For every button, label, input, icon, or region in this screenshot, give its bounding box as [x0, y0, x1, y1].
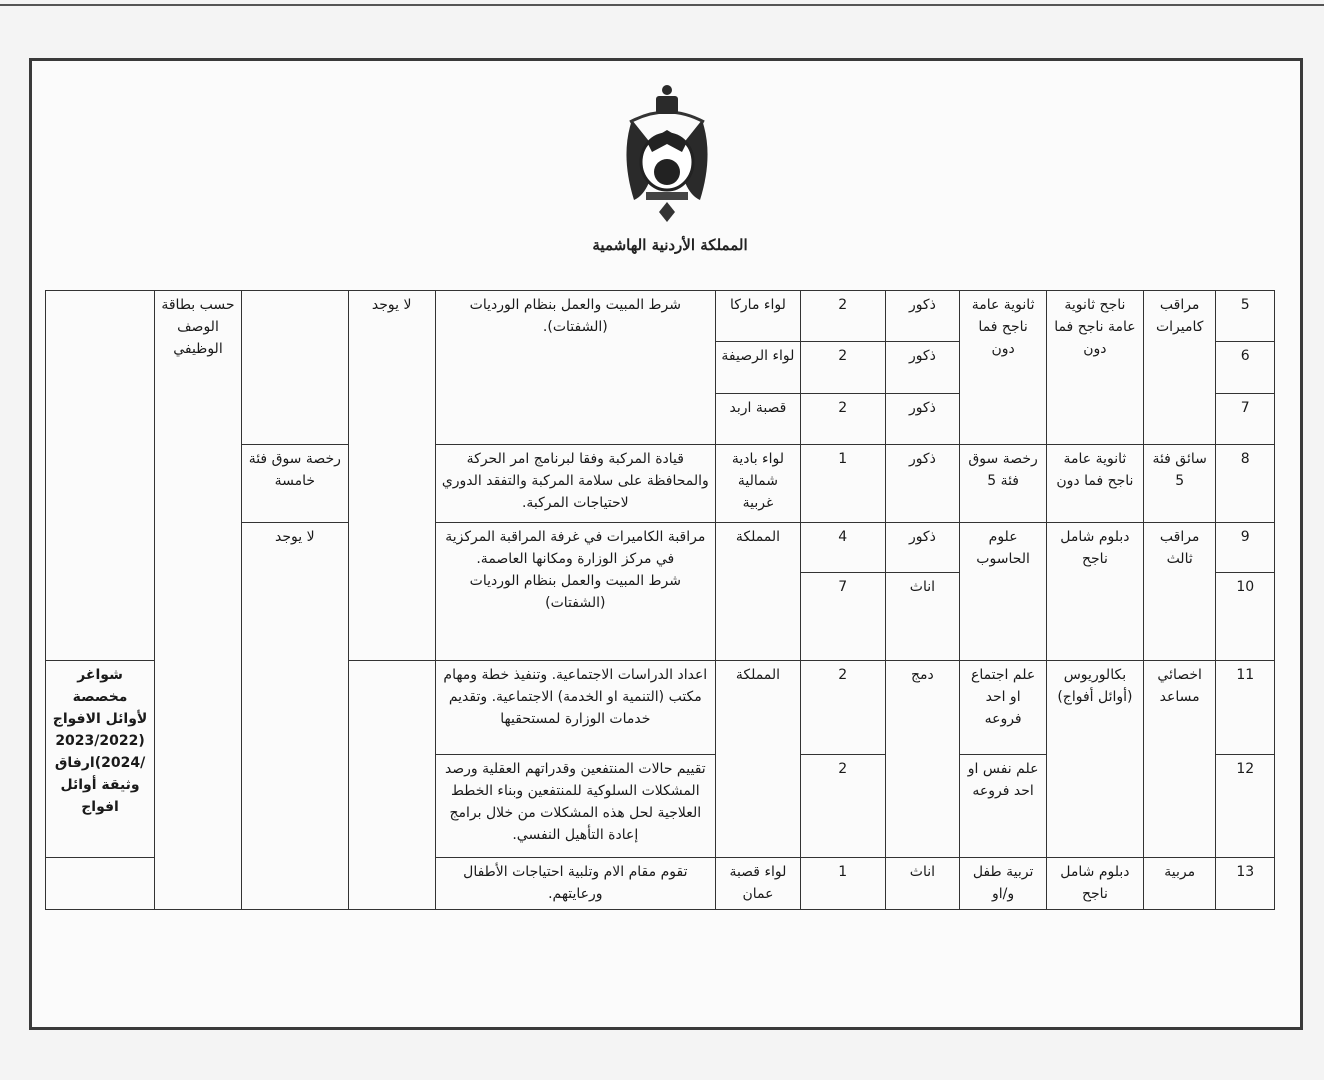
license-requirement [241, 291, 348, 445]
qualification [1046, 660, 1143, 857]
notes: شواغر مخصصة لأوائل الافواج (2023/2022 /2024)ارفاق وثيقة أوائل افواج [46, 660, 155, 857]
vacancy-count: 1 [800, 857, 885, 909]
location: لواء الرصيفة [716, 342, 801, 393]
specialization: علم اجتماع او احد فروعه [960, 660, 1047, 754]
vacancy-count: 2 [800, 342, 885, 393]
row-number: 12 [1216, 754, 1275, 857]
row-number: 7 [1216, 393, 1275, 444]
job-title: مراقب ثالث [1143, 522, 1216, 660]
vacancy-count: 2 [800, 754, 885, 857]
salary-note: حسب بطاقة الوصف الوظيفي [155, 291, 242, 910]
gender: ذكور [885, 342, 960, 393]
qualification-degree: بكالوريوس [1063, 666, 1127, 683]
vacancy-count: 2 [800, 291, 885, 342]
job-tasks-monitoring: مراقبة الكاميرات في غرفة المراقبة المركزية في مركز الوزارة ومكانها العاصمة. [445, 528, 706, 567]
coat-of-arms-emblem [612, 80, 722, 230]
row-number: 13 [1216, 857, 1275, 909]
specialization: رخصة سوق فئة 5 [960, 445, 1047, 523]
qualification: ثانوية عامة ناجح فما دون [1046, 445, 1143, 523]
vacancy-count: 1 [800, 445, 885, 523]
license-requirement: لا يوجد [241, 522, 348, 909]
experience-requirement: لا يوجد [348, 291, 435, 661]
location: المملكة [716, 660, 801, 857]
row-number: 10 [1216, 573, 1275, 661]
vacancy-count: 7 [800, 573, 885, 661]
gender: ذكور [885, 393, 960, 444]
row-number: 11 [1216, 660, 1275, 754]
job-tasks: شرط المبيت والعمل بنظام الورديات (الشفتات). [435, 291, 716, 445]
gender: دمج [885, 660, 960, 857]
specialization: تربية طفل و/او [960, 857, 1047, 909]
location: قصبة اربد [716, 393, 801, 444]
job-title: مربية [1143, 857, 1216, 909]
row-number: 6 [1216, 342, 1275, 393]
experience-requirement [348, 660, 435, 909]
location: لواء قصبة عمان [716, 857, 801, 909]
row-number: 9 [1216, 522, 1275, 572]
job-tasks: اعداد الدراسات الاجتماعية. وتنفيذ خطة ومهام مكتب (التنمية او الخدمة) الاجتماعية. وتقديم خدمات الوزارة لمستحقيها [435, 660, 716, 754]
job-tasks: تقييم حالات المنتفعين وقدراتهم العقلية ورصد المشكلات السلوكية للمنتفعين وبناء الخطط العلاجية لحل هذه المشكلات من خلال برامج إعادة التأهيل النفسي. [435, 754, 716, 857]
qualification: دبلوم شامل ناجح [1046, 522, 1143, 660]
job-title: سائق فئة 5 [1143, 445, 1216, 523]
location: لواء بادية شمالية غربية [716, 445, 801, 523]
scan-top-edge [0, 4, 1324, 6]
job-tasks: قيادة المركبة وفقا لبرنامج امر الحركة والمحافظة على سلامة المركبة والتفقد الدوري لاحتياجات المركبة. [435, 445, 716, 523]
license-requirement: رخصة سوق فئة خامسة [241, 445, 348, 523]
gender: ذكور [885, 522, 960, 572]
job-tasks-shift-condition: شرط المبيت والعمل بنظام الورديات (الشفتات) [469, 572, 681, 611]
gender: ذكور [885, 291, 960, 342]
job-tasks: تقوم مقام الام وتلبية احتياجات الأطفال ورعايتهم. [435, 857, 716, 909]
vacancies-table [45, 290, 1275, 910]
row-number: 5 [1216, 291, 1275, 342]
location: لواء ماركا [716, 291, 801, 342]
location: المملكة [716, 522, 801, 660]
table-row [46, 291, 1275, 342]
qualification: دبلوم شامل ناجح [1046, 857, 1143, 909]
job-title: اخصائي مساعد [1143, 660, 1216, 857]
qualification-note: (أوائل أفواج) [1057, 688, 1133, 705]
specialization: علم نفس او احد فروعه [960, 754, 1047, 857]
vacancy-count: 2 [800, 393, 885, 444]
job-tasks [435, 522, 716, 660]
gender: ذكور [885, 445, 960, 523]
kingdom-name: المملكة الأردنية الهاشمية [592, 236, 748, 254]
notes-empty [46, 857, 155, 909]
row-number: 8 [1216, 445, 1275, 523]
specialization: علوم الحاسوب [960, 522, 1047, 660]
gender: اناث [885, 857, 960, 909]
qualification: ناجح ثانوية عامة ناجح فما دون [1046, 291, 1143, 445]
vacancy-count: 2 [800, 660, 885, 754]
gender: اناث [885, 573, 960, 661]
specialization: ثانوية عامة ناجح فما دون [960, 291, 1047, 445]
notes-empty [46, 291, 155, 661]
job-title: مراقب كاميرات [1143, 291, 1216, 445]
vacancy-count: 4 [800, 522, 885, 572]
